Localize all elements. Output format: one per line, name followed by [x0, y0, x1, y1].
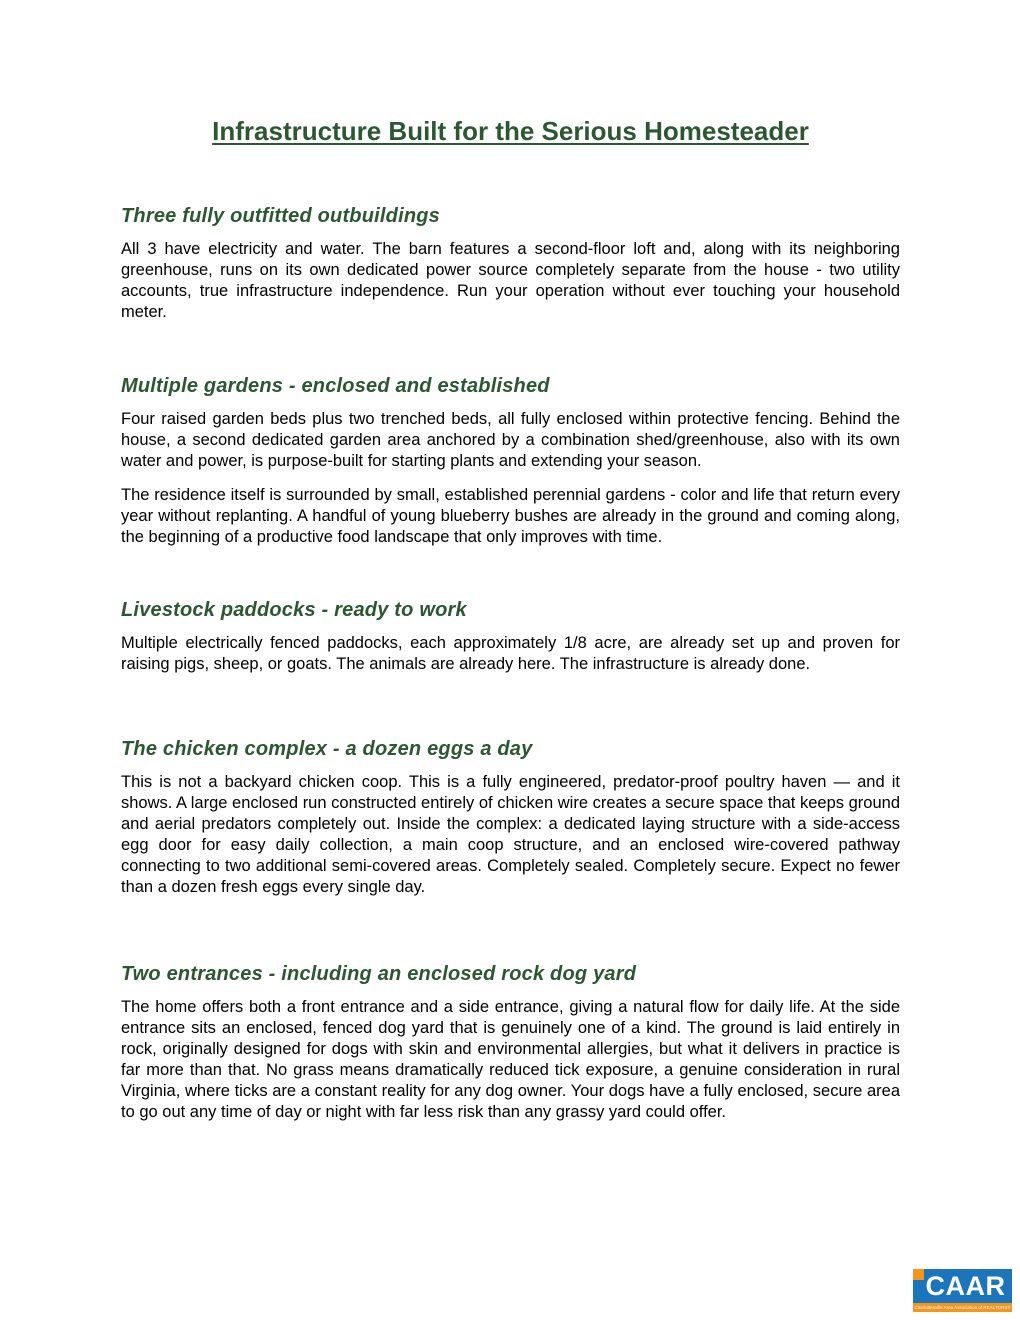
paragraph-outbuildings: All 3 have electricity and water. The barn features a second-floor loft and, along with its neighboring greenhouse, runs on its own dedicated power source completely separate from the house - two utility accounts, true infrastructure independence. Run your operation without ever touching your household meter.	[121, 240, 900, 321]
section-paddocks	[121, 598, 900, 675]
section-heading-chicken-complex: The chicken complex - a dozen eggs a day	[121, 738, 533, 760]
section-entrances	[121, 962, 900, 1123]
caar-logo-blue-field	[913, 1269, 1012, 1303]
section-gardens	[121, 374, 900, 548]
caar-logo-tagline: Charlottesville Area Association of REALTORS®	[914, 1305, 1011, 1310]
caar-logo-orange-square	[913, 1269, 924, 1280]
paragraph-paddocks: Multiple electrically fenced paddocks, each approximately 1/8 acre, are already set up and proven for raising pigs, sheep, or goats. The animals are already here. The infrastructure is already done.	[121, 634, 900, 673]
caar-logo-acronym: CAAR	[925, 1271, 1006, 1301]
section-heading-entrances: Two entrances - including an enclosed rock dog yard	[121, 963, 637, 985]
section-chicken-complex	[121, 737, 900, 898]
caar-logo	[913, 1269, 1012, 1312]
paragraph-chicken-complex: This is not a backyard chicken coop. This is a fully engineered, predator-proof poultry haven — and it shows. A large enclosed run constructed entirely of chicken wire creates a secure space that keeps ground and aerial predators completely out. Inside the complex: a dedicated laying structure with a side-access egg door for easy daily collection, a main coop structure, and an enclosed wire-covered pathway connecting to two additional semi-covered areas. Completely sealed. Completely secure. Expect no fewer than a dozen fresh eggs every single day.	[121, 773, 900, 896]
section-heading-gardens: Multiple gardens - enclosed and established	[121, 375, 550, 397]
paragraph-gardens-2: The residence itself is surrounded by small, established perennial gardens - color and life that return every year without replanting. A handful of young blueberry bushes are already in the ground and coming along, the beginning of a productive food landscape that only improves with time.	[121, 486, 900, 546]
paragraph-gardens-1: Four raised garden beds plus two trenched beds, all fully enclosed within protective fencing. Behind the house, a second dedicated garden area anchored by a combination shed/greenhouse, also with its own water and power, is purpose-built for starting plants and extending your season.	[121, 410, 900, 470]
caar-logo-tagline-bar	[913, 1303, 1012, 1312]
document-title: Infrastructure Built for the Serious Homesteader	[212, 116, 809, 146]
section-heading-paddocks: Livestock paddocks - ready to work	[121, 599, 467, 621]
section-heading-outbuildings: Three fully outfitted outbuildings	[121, 205, 440, 227]
section-outbuildings	[121, 204, 900, 323]
document-content	[121, 0, 900, 1123]
paragraph-entrances: The home offers both a front entrance and a side entrance, giving a natural flow for daily life. At the side entrance sits an enclosed, fenced dog yard that is genuinely one of a kind. The ground is laid entirely in rock, originally designed for dogs with skin and environmental allergies, but what it delivers in practice is far more than that. No grass means dramatically reduced tick exposure, a genuine consideration in rural Virginia, where ticks are a constant reality for any dog owner. Your dogs have a fully enclosed, secure area to go out any time of day or night with far less risk than any grassy yard could offer.	[121, 998, 900, 1121]
